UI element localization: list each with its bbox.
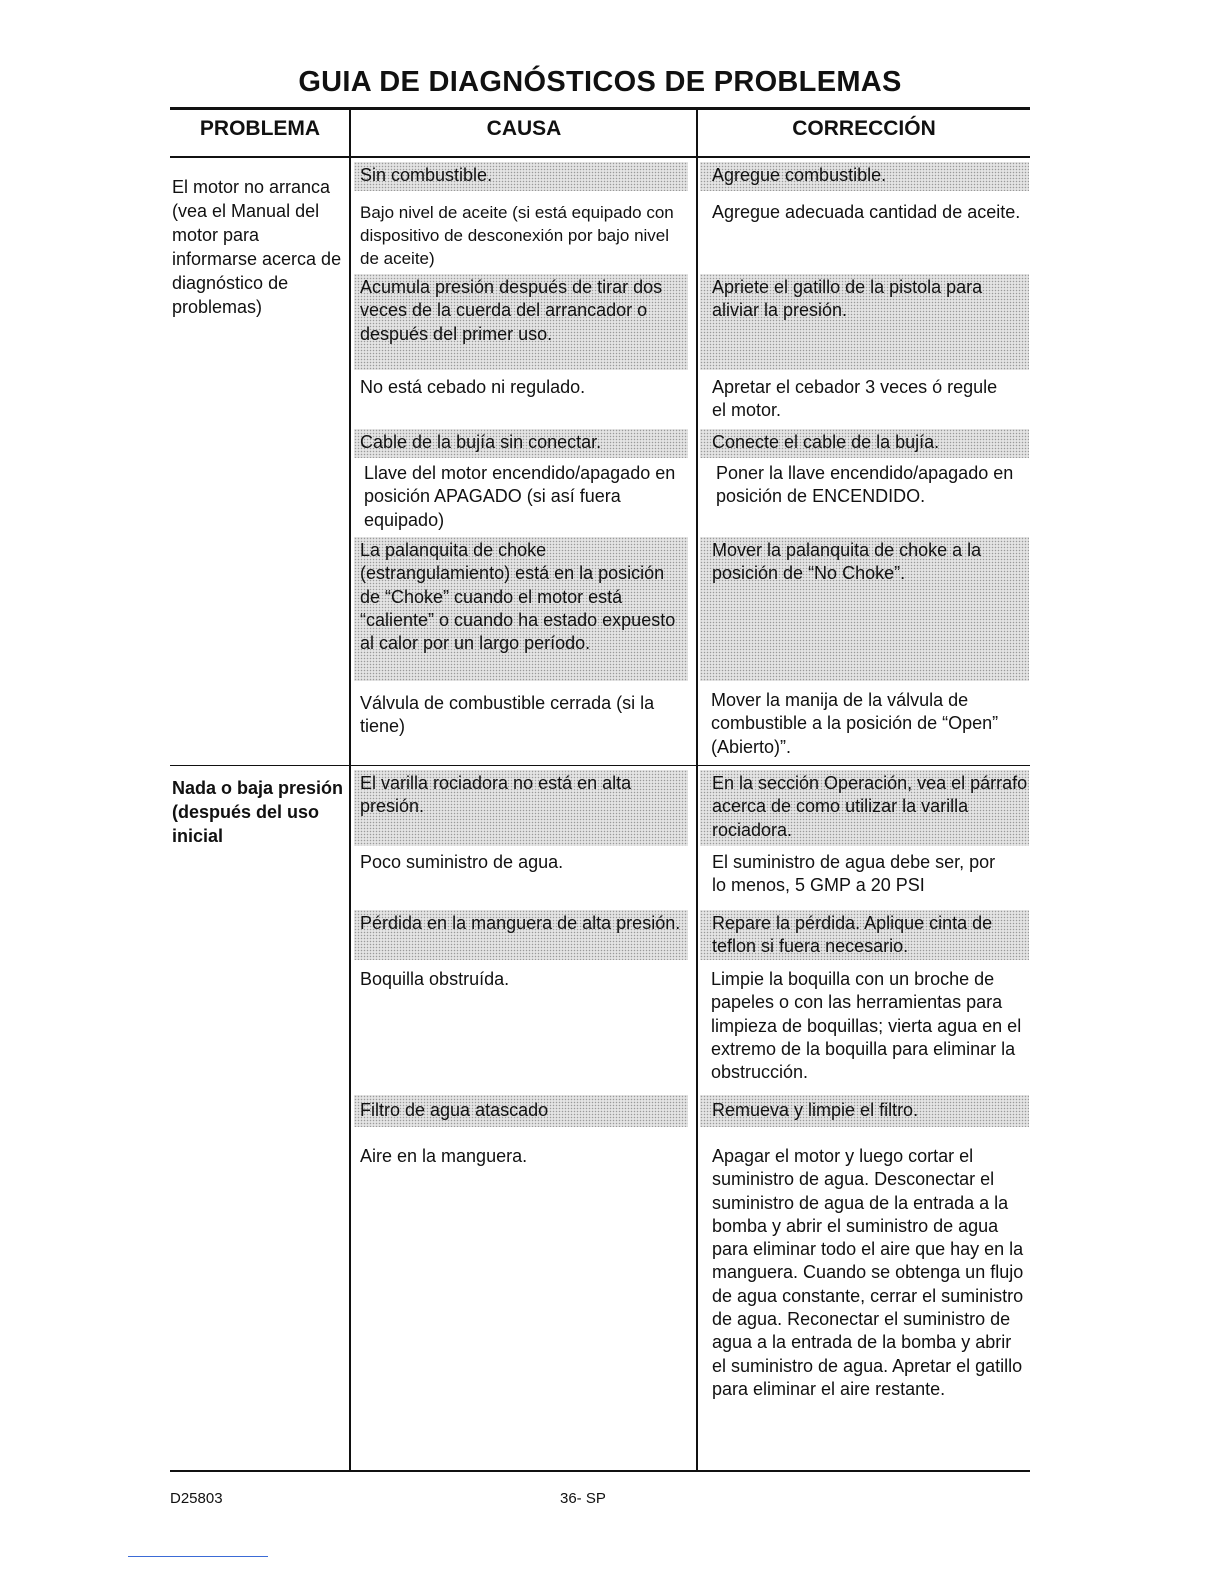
- correction-cell: Apagar el motor y luego cortar el suministro de agua. Desconectar el suministro de agua de la entrada a la bomba y abrir el suministro de agua para eliminar todo el aire que hay en la manguera. Cuando se obtenga un flujo de agua constante, cerrar el suministro de agua. Reconectar el suministro de agua a la entrada de la bomba y abrir el suministro de agua. Apretar el gatillo para eliminar el aire restante.: [712, 1146, 1024, 1399]
- correction-cell: Agregue combustible.: [700, 162, 1029, 191]
- correction-cell: Poner la llave encendido/apagado en posición de ENCENDIDO.: [716, 463, 1014, 507]
- cause-cell: Boquilla obstruída.: [360, 969, 510, 989]
- cause-cell: Válvula de combustible cerrada (si la tiene): [360, 693, 655, 737]
- correction-cell: Apriete el gatillo de la pistola para aliviar la presión.: [700, 274, 1029, 370]
- problem-separator: [170, 765, 1030, 766]
- cause-cell: La palanquita de choke (estrangulamiento) está en la posición de “Choke” cuando el motor está “caliente” o cuando ha estado expuesto al calor por un largo período.: [354, 537, 688, 681]
- column-divider-1: [349, 110, 351, 1470]
- model-number: D25803: [170, 1490, 223, 1507]
- correction-cell: Remueva y limpie el filtro.: [700, 1095, 1029, 1127]
- correction-cell: Mover la manija de la válvula de combustible a la posición de “Open” (Abierto)”.: [711, 690, 999, 757]
- problem-low-pressure: Nada o baja presión (después del uso inicial: [172, 778, 344, 846]
- correction-cell: Repare la pérdida. Aplique cinta de teflon si fuera necesario.: [700, 910, 1029, 960]
- cause-cell: Acumula presión después de tirar dos veces de la cuerda del arrancador o después del primer uso.: [354, 274, 688, 370]
- page-title: GUIA DE DIAGNÓSTICOS DE PROBLEMAS: [298, 66, 902, 98]
- cause-cell: Sin combustible.: [354, 162, 688, 191]
- correction-cell: En la sección Operación, vea el párrafo acerca de como utilizar la varilla rociadora.: [700, 770, 1029, 846]
- correction-cell: Limpie la boquilla con un broche de papeles o con las herramientas para limpieza de boquillas; vierta agua en el extremo de la boquilla para eliminar la obstrucción.: [711, 969, 1022, 1083]
- cause-cell: Poco suministro de agua.: [360, 852, 564, 872]
- problem-engine-no-start: El motor no arranca (vea el Manual del motor para informarse acerca de diagnóstico de problemas): [172, 177, 342, 317]
- cause-cell: Bajo nivel de aceite (si está equipado con dispositivo de desconexión por bajo nivel de aceite): [360, 203, 674, 268]
- header-rule: [170, 156, 1030, 158]
- cause-cell: Cable de la bujía sin conectar.: [354, 429, 688, 458]
- cause-cell: Llave del motor encendido/apagado en posición APAGADO (si así fuera equipado): [364, 463, 676, 530]
- correction-cell: Mover la palanquita de choke a la posición de “No Choke”.: [700, 537, 1029, 681]
- page-number: 36- SP: [560, 1490, 606, 1507]
- cause-cell: Filtro de agua atascado: [354, 1095, 688, 1127]
- cause-cell: Aire en la manguera.: [360, 1146, 528, 1166]
- header-correccion: CORRECCIÓN: [792, 117, 936, 140]
- cause-cell: El varilla rociadora no está en alta presión.: [354, 770, 688, 846]
- header-problema: PROBLEMA: [199, 117, 321, 140]
- header-causa: CAUSA: [486, 117, 562, 140]
- correction-cell: El suministro de agua debe ser, por lo menos, 5 GMP a 20 PSI: [712, 852, 996, 896]
- column-divider-2: [696, 110, 698, 1470]
- bottom-rule: [170, 1470, 1030, 1472]
- cause-cell: Pérdida en la manguera de alta presión.: [354, 910, 688, 960]
- correction-cell: Conecte el cable de la bujía.: [700, 429, 1029, 458]
- cause-cell: No está cebado ni regulado.: [360, 377, 586, 397]
- correction-cell: Agregue adecuada cantidad de aceite.: [712, 202, 1021, 222]
- top-rule: [170, 107, 1030, 110]
- bottom-link-underline: [128, 1556, 268, 1557]
- correction-cell: Apretar el cebador 3 veces ó regule el motor.: [712, 377, 998, 421]
